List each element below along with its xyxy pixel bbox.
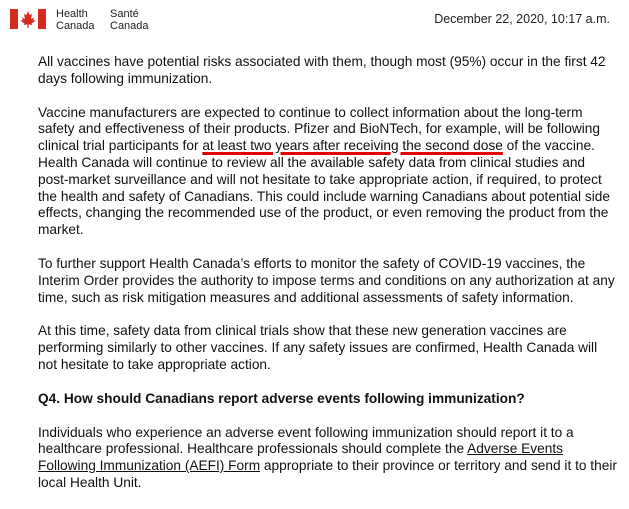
paragraph-reporting-text-a: Individuals who experience an adverse event following immunization should report it to a healthcare professional. Healthcare professionals should complete the [38,424,574,457]
canada-flag-icon [10,8,46,30]
paragraph-interim-order: To further support Health Canada’s efforts to monitor the safety of COVID-19 vaccines, the Interim Order provides the authority to impose terms and conditions on any authorization at any time, such as risk mitigation measures and additional assessments of safety information. [38,255,615,305]
page-header [0,0,629,46]
paragraph-safety-data: At this time, safety data from clinical trials show that these new generation vaccines are performing similarly to other vaccines. If any safety issues are confirmed, Health Canada will not hesitate to take appropriate action. [38,323,598,372]
department-name-french [110,8,149,32]
department-name-english [56,8,95,32]
dept-fr-line2: Canada [110,20,149,32]
dept-en-line2: Canada [56,20,95,32]
aefi-form-link[interactable]: Adverse Events Following Immunization (AEFI) Form [38,441,563,474]
paragraph-reporting-text-b: appropriate to their province or territory and send it to their local Health Unit. [38,458,617,490]
paragraph-manufacturers-text-a: Vaccine manufacturers are expected to continue to collect information about the long-term safety and effectiveness of their products. Pfizer and BioNTech, for example, will be following clinical trial participants for [38,104,600,154]
highlighted-phrase: at least two years after receiving the second dose [202,138,503,154]
paragraph-risks: All vaccines have potential risks associated with them, though most (95%) occur in the first 42 days following immunization. [38,54,606,86]
timestamp: December 22, 2020, 10:17 a.m. [434,12,610,26]
paragraph-manufacturers-text-b: of the vaccine. Health Canada will continue to review all the available safety data from clinical studies and post-market surveillance and will not hesitate to take appropriate action, if required, to protect the health and safety of Canadians. This could include warning Canadians about potential side effects, changing the recommended use of the product, or even removing the product from the market. [38,138,610,238]
document-body [38,54,618,509]
dept-en-line1: Health [56,8,88,20]
q4-heading: Q4. How should Canadians report adverse events following immunization? [38,390,525,406]
paragraph-manufacturers [38,105,618,239]
paragraph-reporting [38,425,618,492]
dept-fr-line1: Santé [110,8,139,20]
